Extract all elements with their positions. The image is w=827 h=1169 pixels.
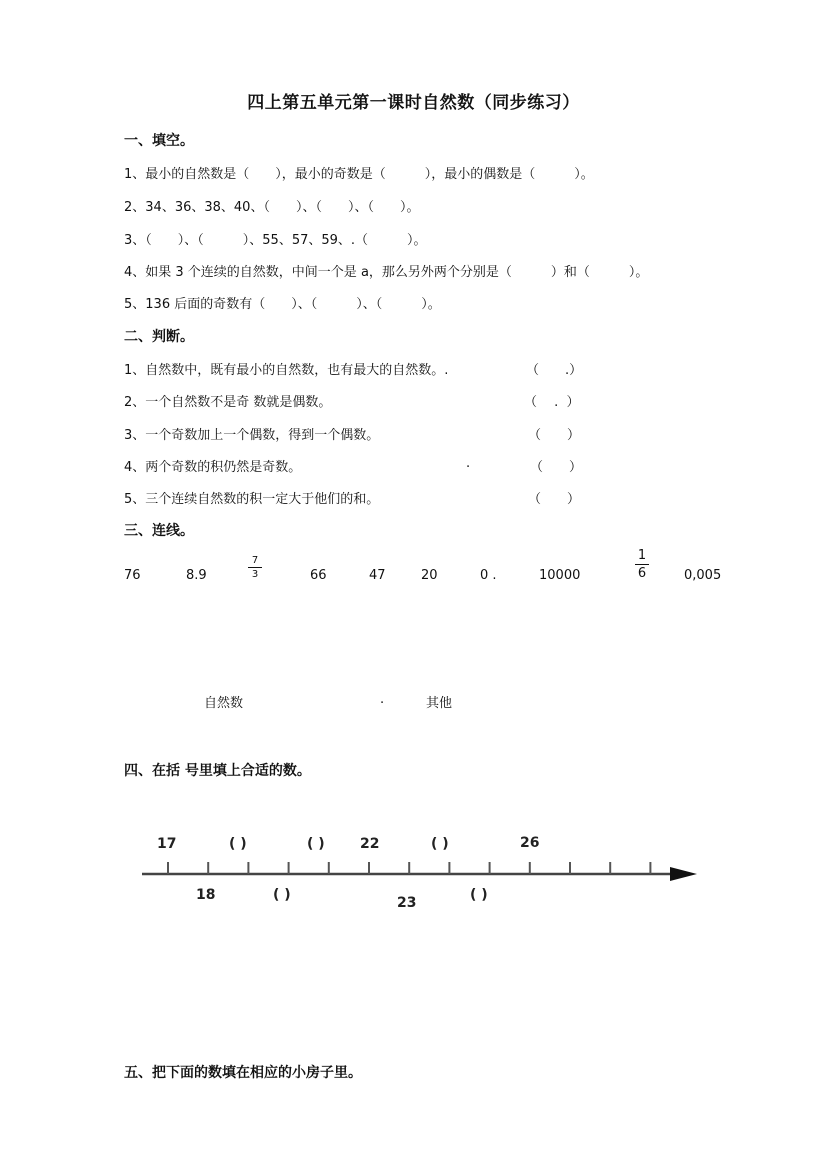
fill-blank-2: 2、34、36、38、40、（ ）、（ ）、（ ）。 (124, 200, 420, 215)
label-natural-numbers: 自然数 (204, 696, 244, 711)
nl-label-above-17: 17 (157, 836, 177, 852)
match-number-47: 47 (369, 568, 386, 583)
match-fraction-1-6 (635, 548, 649, 581)
section-classify: 五、把下面的数填在相应的小房子里。 (124, 1065, 362, 1081)
nl-blank-above-1: ( ) (229, 836, 247, 852)
fraction-numerator: 1 (637, 548, 647, 563)
section-number-line: 四、在括 号里填上合适的数。 (124, 763, 311, 779)
nl-label-above-26: 26 (520, 835, 540, 851)
fraction-denominator: 6 (637, 566, 647, 581)
judgment-5-paren: （ ） (528, 492, 581, 507)
number-line (0, 820, 827, 920)
section-judgment: 二、判断。 (124, 329, 194, 345)
judgment-4-dot: . (466, 456, 471, 471)
nl-blank-above-3: ( ) (431, 836, 449, 852)
nl-blank-below-1: ( ) (273, 887, 291, 903)
section-fill-blank: 一、填空。 (124, 133, 194, 149)
fraction-denominator: 3 (251, 569, 259, 580)
fill-blank-1: 1、最小的自然数是（ ），最小的奇数是（ ），最小的偶数是（ ）。 (124, 167, 594, 182)
match-fraction-7-3 (248, 555, 262, 580)
number-line-arrow (670, 867, 697, 881)
judgment-2-paren: （ . ） (524, 395, 580, 410)
nl-label-above-22: 22 (360, 836, 380, 852)
judgment-1-text: 1、自然数中，既有最小的自然数，也有最大的自然数。. (124, 363, 449, 378)
fraction-numerator: 7 (251, 555, 259, 566)
match-number-0,005: 0,005 (684, 568, 722, 583)
number-line-ticks (168, 862, 650, 874)
judgment-3-paren: （ ） (528, 428, 581, 443)
judgment-2-text: 2、一个自然数不是奇 数就是偶数。 (124, 395, 332, 410)
nl-blank-below-2: ( ) (470, 887, 488, 903)
stray-dot: . (380, 692, 385, 707)
judgment-3-text: 3、一个奇数加上一个偶数，得到一个偶数。 (124, 428, 380, 443)
judgment-5-text: 5、三个连续自然数的积一定大于他们的和。 (124, 492, 380, 507)
nl-blank-above-2: ( ) (307, 836, 325, 852)
label-others: 其他 (426, 696, 453, 711)
judgment-4-text: 4、两个奇数的积仍然是奇数。 (124, 460, 302, 475)
match-number-76: 76 (124, 568, 141, 583)
match-number-20: 20 (421, 568, 438, 583)
match-number-0: 0 . (480, 568, 497, 583)
judgment-4-paren: （ ） (530, 460, 583, 475)
fill-blank-3: 3、（ ）、（ ）、55、57、59、.（ ）。 (124, 233, 427, 248)
nl-label-below-23: 23 (397, 895, 417, 911)
nl-label-below-18: 18 (196, 887, 216, 903)
match-number-10000: 10000 (539, 568, 581, 583)
page-title: 四上第五单元第一课时自然数（同步练习） (247, 93, 580, 113)
fill-blank-5: 5、136 后面的奇数有（ ）、（ ）、（ ）。 (124, 297, 441, 312)
match-number-8.9: 8.9 (186, 568, 207, 583)
match-number-66: 66 (310, 568, 327, 583)
fill-blank-4: 4、如果 3 个连续的自然数，中间一个是 a，那么另外两个分别是（ ）和（ ）。 (124, 265, 649, 280)
judgment-1-paren: （ .） (526, 363, 583, 378)
section-matching: 三、连线。 (124, 523, 194, 539)
